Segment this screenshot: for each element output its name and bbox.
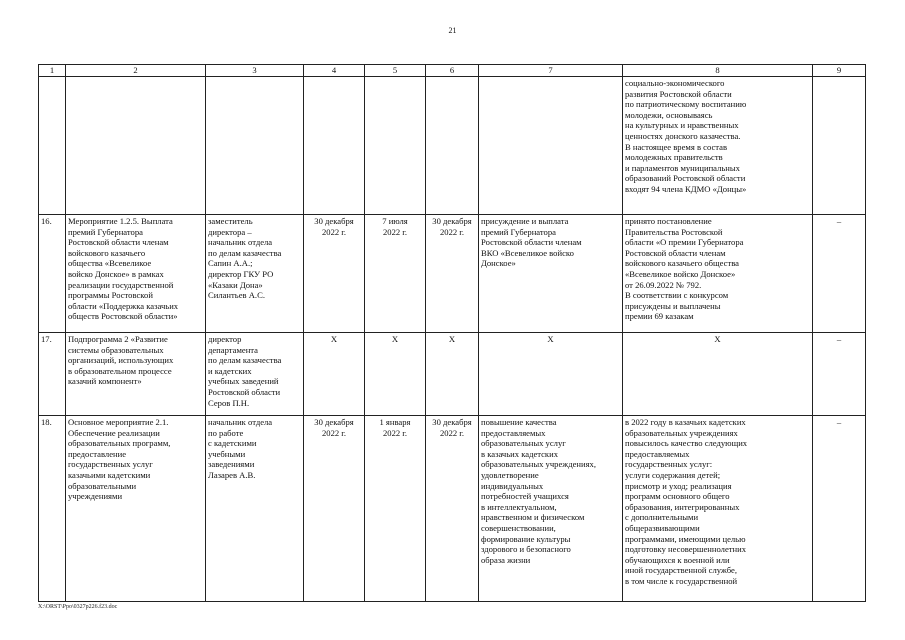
responsible-person: заместитель директора – начальник отдела по делам казачества Сапин А.А.; директор ГКУ РО «Казаки Дона» Силантьев А.С. <box>206 215 304 333</box>
table-row <box>39 416 866 602</box>
table-row <box>39 215 866 333</box>
header-cell: 2 <box>66 65 206 77</box>
header-cell: 8 <box>623 65 813 77</box>
row-number: 18. <box>39 416 66 602</box>
actual-start-date: 1 января 2022 г. <box>365 416 426 602</box>
file-path-footer: X:\ORST\Ppo\0327p226.f23.doc <box>38 604 118 610</box>
header-cell: 1 <box>39 65 66 77</box>
actual-start-date: Х <box>365 333 426 416</box>
event-name: Основное мероприятие 2.1. Обеспечение реализации образовательных программ, предоставление государственных услуг казачьими кадетскими образовательными учреждениями <box>66 416 206 602</box>
reason-cell: – <box>813 215 866 333</box>
responsible-person: директор департамента по делам казачества и кадетских учебных заведений Ростовской области Серов П.Н. <box>206 333 304 416</box>
actual-end-date: Х <box>426 333 479 416</box>
planned-result: присуждение и выплата премий Губернатора Ростовской области членам ВКО «Всевеликое войско Донское» <box>479 215 623 333</box>
table-row-continuation <box>39 77 866 215</box>
actual-end-date: 30 декабря 2022 г. <box>426 215 479 333</box>
table-header-row <box>39 65 866 77</box>
planned-end-date: 30 декабря 2022 г. <box>304 215 365 333</box>
event-name: Мероприятие 1.2.5. Выплата премий Губернатора Ростовской области членам войскового казачьего общества «Всевеликое войско Донское» в рамках реализации государственной программы Ростовской области «Поддержка казачьих обществ Ростовской области» <box>66 215 206 333</box>
event-name: Подпрограмма 2 «Развитие системы образовательных организаций, использующих в образовательном процессе казачий компонент» <box>66 333 206 416</box>
page-number: 21 <box>448 26 457 35</box>
actual-start-date: 7 июля 2022 г. <box>365 215 426 333</box>
responsible-person: начальник отдела по работе с кадетскими учебными заведениями Лазарев А.В. <box>206 416 304 602</box>
planned-end-date: Х <box>304 333 365 416</box>
planned-result: повышение качества предоставляемых образовательных услуг в казачьих кадетских образовательных учреждениях, удовлетворение индивидуальных потребностей учащихся в интеллектуальном, нравственном и физическом совершенствовании, формирование культуры здорового и безопасного образа жизни <box>479 416 623 602</box>
planned-result: Х <box>479 333 623 416</box>
actual-end-date: 30 декабря 2022 г. <box>426 416 479 602</box>
row-number: 16. <box>39 215 66 333</box>
actual-result: в 2022 году в казачьих кадетских образовательных учреждениях повысилось качество следующих предоставляемых государственных услуг: услуги содержания детей; присмотр и уход; реализация программ основного общего образования, интегрированных с дополнительными общеразвивающими программами, имеющими целью подготовку несовершеннолетних обучающихся к военной или иной государственной службе, в том числе к государственной <box>623 416 813 602</box>
header-cell: 9 <box>813 65 866 77</box>
header-cell: 5 <box>365 65 426 77</box>
table-row <box>39 333 866 416</box>
planned-end-date: 30 декабря 2022 г. <box>304 416 365 602</box>
reason-cell: – <box>813 416 866 602</box>
header-cell: 6 <box>426 65 479 77</box>
continuation-result-cell: социально-экономического развития Ростовской области по патриотическому воспитанию молодежи, основываясь на культурных и нравственных ценностях донского казачества. В настоящее время в состав молодежных правительств и парламентов муниципальных образований Ростовской области входят 94 члена КДМО «Донцы» <box>623 77 813 215</box>
row-number: 17. <box>39 333 66 416</box>
header-cell: 4 <box>304 65 365 77</box>
reason-cell: – <box>813 333 866 416</box>
actual-result: принято постановление Правительства Ростовской области «О премии Губернатора Ростовской области членам войскового казачьего общества «Всевеликое войско Донское» от 26.09.2022 № 792. В соответствии с конкурсом присуждены и выплачены премии 69 казакам <box>623 215 813 333</box>
events-table <box>38 64 866 602</box>
header-cell: 3 <box>206 65 304 77</box>
header-cell: 7 <box>479 65 623 77</box>
actual-result: Х <box>623 333 813 416</box>
